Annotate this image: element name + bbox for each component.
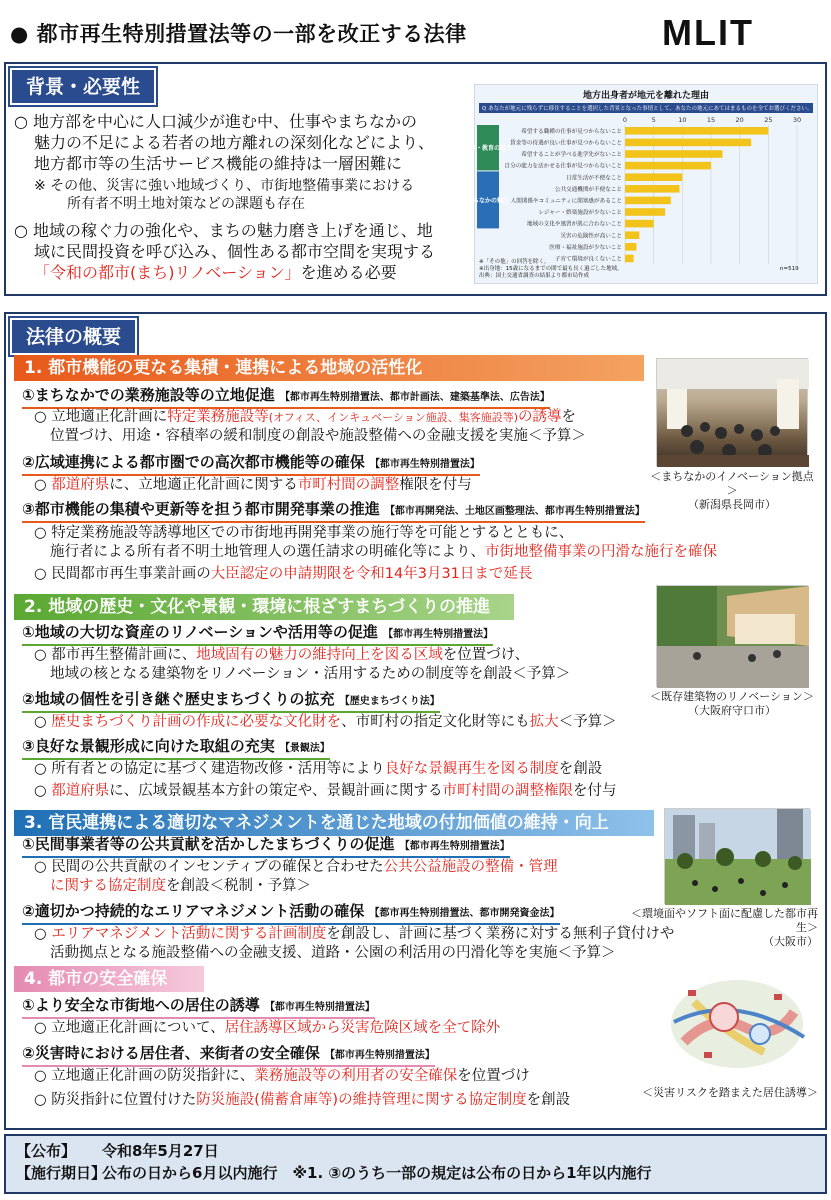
chart-category-label: 希望することが学べる進学先がないこと: [521, 152, 622, 159]
section-4-band: 4. 都市の安全確保: [14, 966, 204, 992]
s1-a-title: ①まちなかでの業務施設等の立地促進 【都市再生特別措置法、都市計画法、建築基準法、広告法】: [22, 386, 550, 409]
chart-note-2: ※出身地：15歳になるまでの間で最も長く過ごした地域。: [479, 266, 623, 272]
chart-group-label: まちなかの魅力: [466, 197, 510, 205]
svg-text:MLIT: MLIT: [662, 12, 754, 53]
s1-b-title: ②広域連携による都市圏での高次都市機能等の確保 【都市再生特別措置法】: [22, 453, 480, 476]
s1-a-item: ○ 立地適正化計画に特定業務施設等(オフィス、インキュベーション施設、集客施設等)の誘導を 位置づけ、用途・容積率の緩和制度の創設や施設整備への金融支援を実施＜予算＞: [34, 409, 586, 444]
chart-tick-label: 0: [622, 116, 628, 124]
chart-category-label: 自分の能力を活かせる仕事が見つからないこと: [504, 163, 622, 170]
chart-category-label: 医療・福祉施設が少ないこと: [549, 244, 622, 251]
chart-n-label: n=519: [780, 266, 799, 272]
photo-urban-park-caption: ＜環境面やソフト面に配慮した都市再生＞ （大阪市）: [631, 907, 818, 948]
photo-innovation-hub-caption: ＜まちなかのイノベーション拠点＞ （新潟県長岡市）: [650, 470, 814, 511]
chart-category-label: 地域の文化や風習が肌に合わないこと: [526, 221, 622, 228]
chart-bar: [625, 127, 768, 135]
chart-bar: [625, 231, 639, 239]
mlit-logo: [662, 12, 818, 53]
background-note: ※ その他、災害に強い地域づくり、市街地整備事業における 所有者不明土地対策などの課題も存在: [34, 178, 415, 212]
chart-category-label: 人間関係やコミュニティに閉塞感があること: [510, 198, 622, 205]
footer-effective-date: 【施行期日】公布の日から6月以内施行 ※1. ③のうち一部の規定は公布の日から1年以内施行: [16, 1164, 652, 1182]
s4-a-item: ○ 立地適正化計画について、居住誘導区域から災害危険区域を全て除外: [34, 1020, 501, 1036]
section-2-band: 2. 地域の歴史・文化や景観・環境に根ざすまちづくりの推進: [14, 594, 514, 620]
chart-title: 地方出身者が地元を離れた理由: [582, 91, 709, 101]
chart-category-label: 公共交通機関が不便なこと: [554, 186, 622, 193]
chart-category-label: 希望する職種の仕事が見つからないこと: [521, 128, 622, 135]
background-text-1: ○ 地方部を中心に人口減少が進む中、仕事やまちなかの 魅力の不足による若者の地方離れの深刻化などにより、 地方都市等の生活サービス機能の維持は一層困難に: [14, 112, 435, 173]
chart-bar: [625, 162, 711, 170]
s2-c-item: ○ 所有者との協定に基づく建造物改修・活用等により良好な景観再生を図る制度を創設 ○ 都道府県に、広域景観基本方針の策定や、景観計画に関する市町村間の調整権限を付与: [34, 761, 617, 799]
chart-category-label: 賃金等の待遇が良い仕事が見つからないこと: [510, 140, 622, 147]
chart-tick-label: 5: [651, 116, 656, 124]
chart-category-label: レジャー・娯楽施設が少ないこと: [538, 210, 622, 217]
background-heading: 背景・必要性: [10, 68, 156, 105]
s2-b-title: ②地域の個性を引き継ぐ歴史まちづくりの拡充 【歴史まちづくり法】: [22, 690, 440, 713]
s2-a-title: ①地域の大切な資産のリノベーションや活用等の促進 【都市再生特別措置法】: [22, 623, 493, 646]
section-3-band: 3. 官民連携による適切なマネジメントを通じた地域の付加価値の維持・向上: [14, 810, 654, 836]
s2-b-item: ○ 歴史まちづくり計画の作成に必要な文化財を、市町村の指定文化財等にも拡大＜予算＞: [34, 714, 617, 730]
s1-b-item: ○ 都道府県に、立地適正化計画に関する市町村間の調整権限を付与: [34, 477, 472, 493]
photo-renovation-caption: ＜既存建築物のリノベーション＞ （大阪府守口市）: [650, 690, 814, 717]
s4-b-item: ○ 立地適正化計画の防災指針に、業務施設等の利用者の安全確保を位置づけ ○ 防災指針に位置付けた防災施設(備蓄倉庫等)の維持管理に関する協定制度を創設: [34, 1068, 571, 1108]
chart-bar: [625, 185, 679, 193]
s1-c-title: ③都市機能の集積や更新等を担う都市開発事業の推進 【都市再開発法、土地区画整理法、都市再生特別措置法】: [22, 500, 645, 523]
s2-a-item: ○ 都市再生整備計画に、地域固有の魅力の維持向上を図る区域を位置づけ、 地域の核となる建築物をリノベーション・活用するための制度等を創設＜予算＞: [34, 647, 571, 682]
chart-bar: [625, 220, 654, 228]
page-title: ● 都市再生特別措置法等の一部を改正する法律: [10, 22, 467, 46]
photo-urban-park: [664, 808, 810, 904]
chart-note-3: 出典：国土交通省調査の結果より都市局作成: [479, 273, 590, 279]
footer-promulgation: 【公布】 令和8年5月27日: [16, 1142, 219, 1160]
chart-category-label: 日常生活が不便なこと: [566, 175, 622, 182]
chart-category-label: 災害の危険性が高いこと: [560, 233, 622, 240]
chart-bar: [625, 139, 751, 147]
s3-b-title: ②適切かつ持続的なエリアマネジメント活動の確保 【都市再生特別措置法、都市開発資金法】: [22, 902, 560, 925]
s3-a-item: ○ 民間の公共貢献のインセンティブの確保と合わせた公共公益施設の整備・管理 に関する協定制度を創設＜税制・予算＞: [34, 859, 558, 894]
hazard-map-illustration: [664, 972, 810, 1072]
chart-bar: [625, 150, 722, 158]
s4-a-title: ①より安全な市街地への居住の誘導 【都市再生特別措置法】: [22, 996, 375, 1019]
chart-bar: [625, 197, 671, 205]
hazard-map-caption: ＜災害リスクを踏まえた居住誘導＞: [642, 1086, 818, 1099]
section-1-band: 1. 都市機能の更なる集積・連携による地域の活性化: [14, 355, 644, 381]
chart-group-label: 仕事・教育の魅力: [463, 145, 513, 153]
chart-tick-label: 30: [792, 116, 802, 124]
chart-bar: [625, 208, 665, 216]
chart-bar: [625, 255, 634, 263]
s4-b-title: ②災害時における居住者、来街者の安全確保 【都市再生特別措置法】: [22, 1044, 435, 1067]
chart-note-1: ※「その他」の回答を除く。: [479, 259, 550, 265]
background-text-2: ○ 地域の稼ぐ力の強化や、まちの魅力磨き上げを通じ、地 域に民間投資を呼び込み、個性ある都市空間を実現する 「令和の都市(まち)リノベーション」を進める必要: [14, 221, 435, 282]
photo-urban-park-graphic: [665, 809, 811, 905]
s2-c-title: ③良好な景観形成に向けた取組の充実 【景観法】: [22, 737, 330, 760]
photo-innovation-hub: [656, 358, 808, 466]
s3-b-item: ○ エリアマネジメント活動に関する計画制度を創設し、計画に基づく業務に対する無利子貸付けや 活動拠点となる施設整備への金融支援、道路・公園の利活用の円滑化等を実施＜予算＞: [34, 926, 675, 961]
photo-innovation-hub-graphic: [657, 359, 809, 467]
reasons-chart: [463, 84, 818, 284]
chart-tick-label: 15: [706, 116, 716, 124]
chart-tick-label: 10: [678, 116, 687, 124]
chart-plot: [463, 113, 819, 281]
chart-category-label: 子育て環境が良くないこと: [554, 256, 622, 263]
chart-tick-label: 20: [735, 116, 744, 124]
hazard-map-graphic: [664, 972, 810, 1072]
s1-c-item: ○ 特定業務施設等誘導地区での市街地再開発事業の施行等を可能とするとともに、 施行者による所有者不明土地管理人の選任請求の明確化等により、市街地整備事業の円滑な施行を確保 ○ 民間都市再生事業計画の大臣認定の申請期限を令和14年3月31日まで延長: [34, 525, 717, 582]
chart-bar: [625, 243, 636, 251]
chart-tick-label: 25: [764, 116, 773, 124]
overview-heading: 法律の概要: [10, 318, 137, 355]
chart-question: Q あなたが地元に残らずに移住することを選択した背景となった事情として、あなたの地元にあてはまるものを全てお選びください。: [479, 103, 813, 113]
photo-renovation: [656, 585, 808, 687]
photo-renovation-graphic: [657, 586, 809, 688]
s3-a-title: ①民間事業者等の公共貢献を活かしたまちづくりの促進 【都市再生特別措置法】: [22, 835, 510, 858]
chart-bar: [625, 173, 682, 181]
